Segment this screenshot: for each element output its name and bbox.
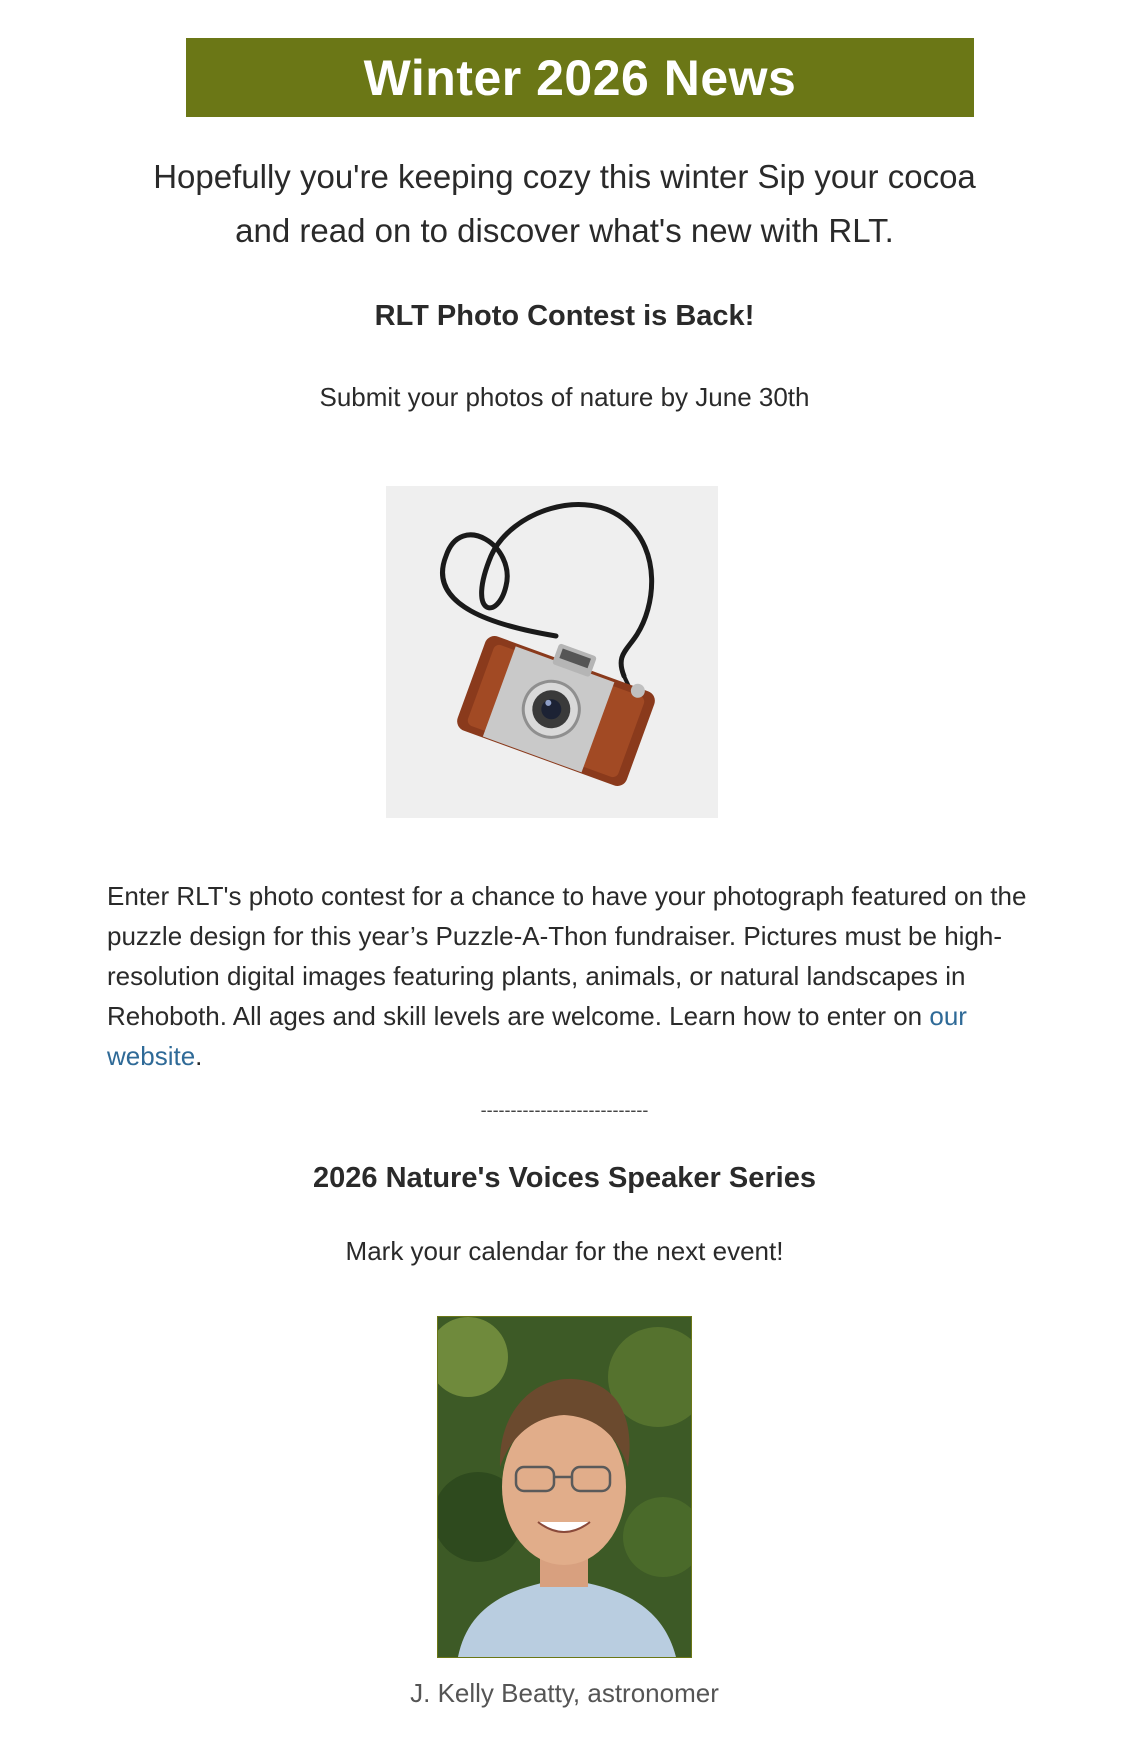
photo-contest-body-text: Enter RLT's photo contest for a chance to have your photograph featured on the puzzle design for this year’s Puzzle-A-Thon fundraiser. Pictures must be high-resolution digital images featuring plants, animals, or natural landscapes in Rehoboth. All ages and skill levels are welcome. Learn how to enter on bbox=[107, 881, 1027, 1031]
section-divider: ---------------------------- bbox=[480, 1100, 649, 1120]
photo-contest-body bbox=[107, 876, 1047, 1076]
speaker-portrait bbox=[437, 1316, 692, 1658]
speaker-illustration bbox=[438, 1317, 691, 1657]
intro-text bbox=[90, 150, 1039, 258]
photo-contest-body-end: . bbox=[195, 1041, 203, 1071]
speaker-series-heading: 2026 Nature's Voices Speaker Series bbox=[313, 1162, 816, 1194]
photo-contest-heading: RLT Photo Contest is Back! bbox=[374, 300, 755, 332]
photo-contest-subheading: Submit your photos of nature by June 30th bbox=[319, 382, 810, 412]
intro-line-2: and read on to discover what's new with RLT. bbox=[235, 212, 894, 249]
speaker-caption: J. Kelly Beatty, astronomer bbox=[410, 1678, 719, 1708]
newsletter-banner bbox=[186, 38, 974, 117]
speaker-series-subheading: Mark your calendar for the next event! bbox=[345, 1236, 784, 1266]
newsletter-title: Winter 2026 News bbox=[363, 49, 797, 106]
website-link[interactable]: our website bbox=[107, 1001, 967, 1071]
camera-illustration bbox=[386, 486, 718, 818]
intro-line-1: Hopefully you're keeping cozy this winter Sip your cocoa bbox=[153, 158, 976, 195]
camera-photo bbox=[386, 486, 718, 818]
